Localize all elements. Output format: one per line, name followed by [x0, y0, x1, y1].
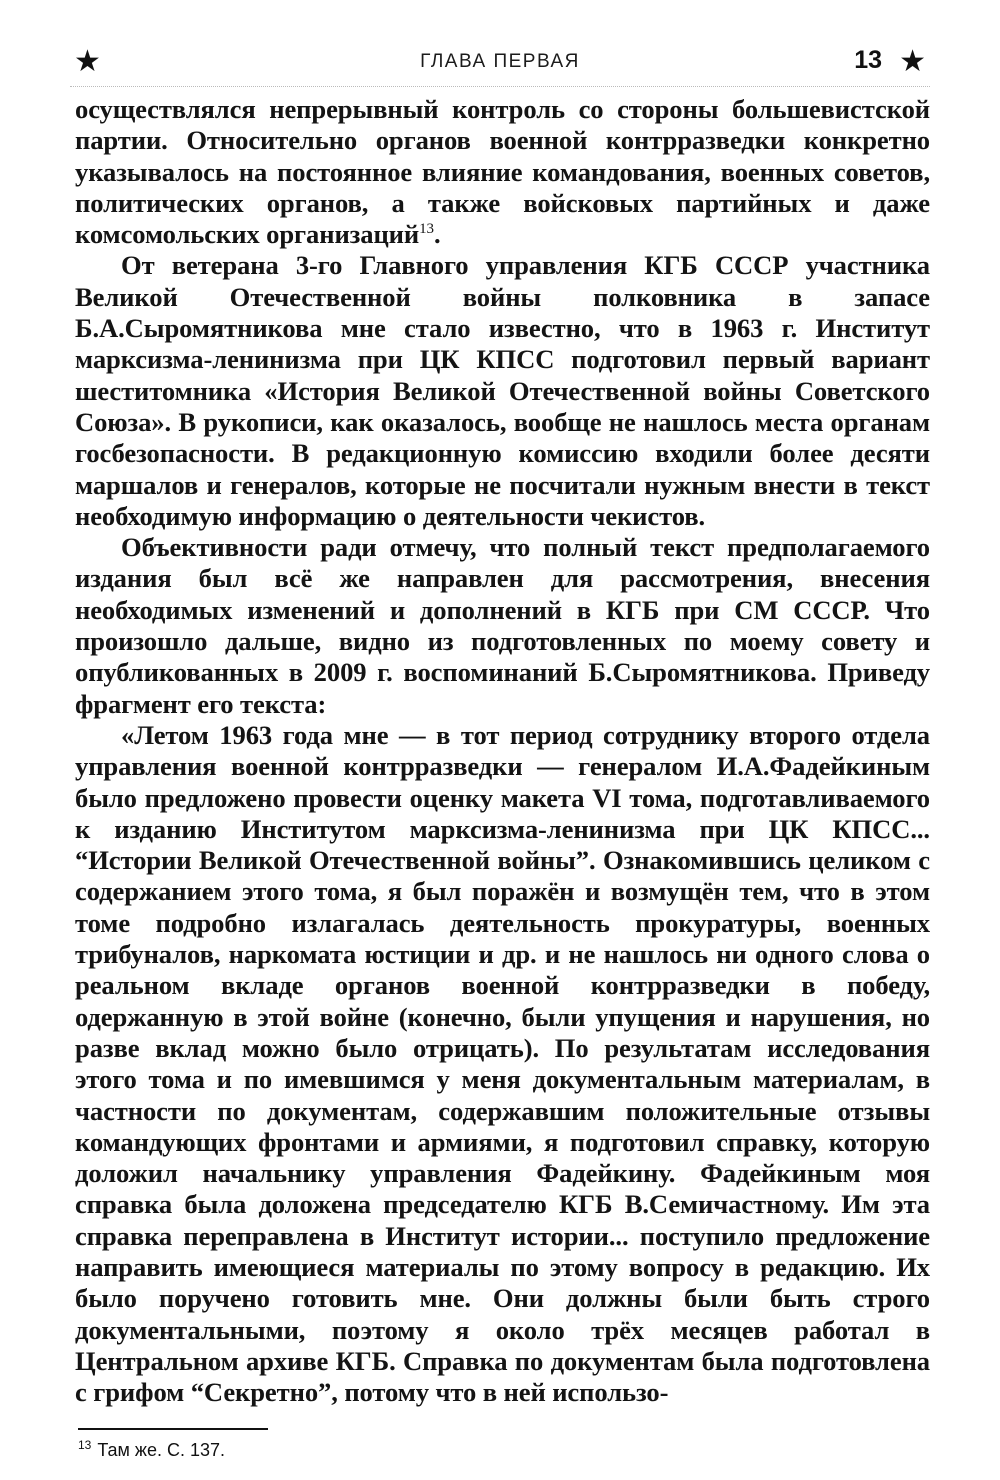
paragraph-tail: . — [433, 219, 441, 250]
footnote-ref[interactable]: 13 — [419, 221, 434, 238]
body-text — [75, 94, 930, 1408]
paragraph: «Летом 1963 года мне — в тот период сотруднику второго отдела управления военной контрразведки — генералом И.А.Фадейкиным было предложено провести оценку макета VI тома, подготавливаемого к изданию Институтом марксизма-ленинизма при ЦК КПСС... “Истории Великой Отечественной войны”. Ознакомившись целиком с содержанием этого тома, я был поражён и возмущён тем, что в этом томе подробно излагалась деятельность прокуратуры, военных трибуналов, наркомата юстиции и др. и не нашлось ни одного слова о реальном вкладе органов военной контрразведки в победу, одержанную в этой войне (конечно, были упущения и нарушения, но разве вклад можно было отрицать). По результатам исследования этого тома и по имевшимся у меня документальным материалам, в частности по документам, содержавшим положительные отзывы командующих фронтами и армиями, я подготовил справку, которую доложил начальнику управления Фадейкину. Фадейкиным моя справка была доложена председателю КГБ В.Семичастному. Им эта справка переправлена в Институт истории... поступило предложение направить имеющиеся материалы по этому вопросу в редакцию. Их было поручено готовить мне. Они должны были быть строго документальными, поэтому я около трёх месяцев работал в Центральном архиве КГБ. Справка по документам была подготовлена с грифом “Секретно”, потому что в ней использо- — [75, 719, 930, 1408]
footnote-divider — [78, 1428, 268, 1430]
paragraph: От ветерана 3-го Главного управления КГБ СССР участника Великой Отечественной войны полковника в запасе Б.А.Сыромятникова мне стало известно, что в 1963 г. Институт марксизма-ленинизма при ЦК КПСС подготовил первый вариант шеститомника «История Великой Отечественной войны Советского Союза». В рукописи, как оказалось, вообще не нашлось места органам госбезопасности. В редакционную комиссию входили более десяти маршалов и генералов, которые не посчитали нужным внести в текст необходимую информацию о деятельности чекистов. — [75, 250, 930, 531]
page-header — [70, 42, 930, 82]
footnote — [78, 1440, 225, 1461]
paragraph: Объективности ради отмечу, что полный текст предполагаемого издания был всё же направлен для рассмотрения, внесения необходимых изменений и дополнений в КГБ при СМ СССР. Что произошло дальше, видно из подготовленных по моему совету и опубликованных в 2009 г. воспоминаний Б.Сыромятникова. Приведу фрагмент его текста: — [75, 532, 930, 719]
paragraph-text: осуществлялся непрерывный контроль со стороны большевистской партии. Относительно органов военной контрразведки конкретно указывалось на постоянное влияние командования, военных советов, политических органов, а также войсковых партийных и даже комсомольских организаций — [75, 94, 930, 250]
chapter-title: ГЛАВА ПЕРВАЯ — [420, 51, 580, 72]
star-icon: ★ — [74, 44, 101, 79]
footnote-text: Там же. С. 137. — [97, 1440, 226, 1460]
footnote-number: 13 — [78, 1438, 92, 1452]
star-icon: ★ — [899, 44, 926, 79]
page-number: 13 — [854, 46, 882, 74]
paragraph — [75, 94, 930, 250]
header-divider — [70, 86, 930, 87]
